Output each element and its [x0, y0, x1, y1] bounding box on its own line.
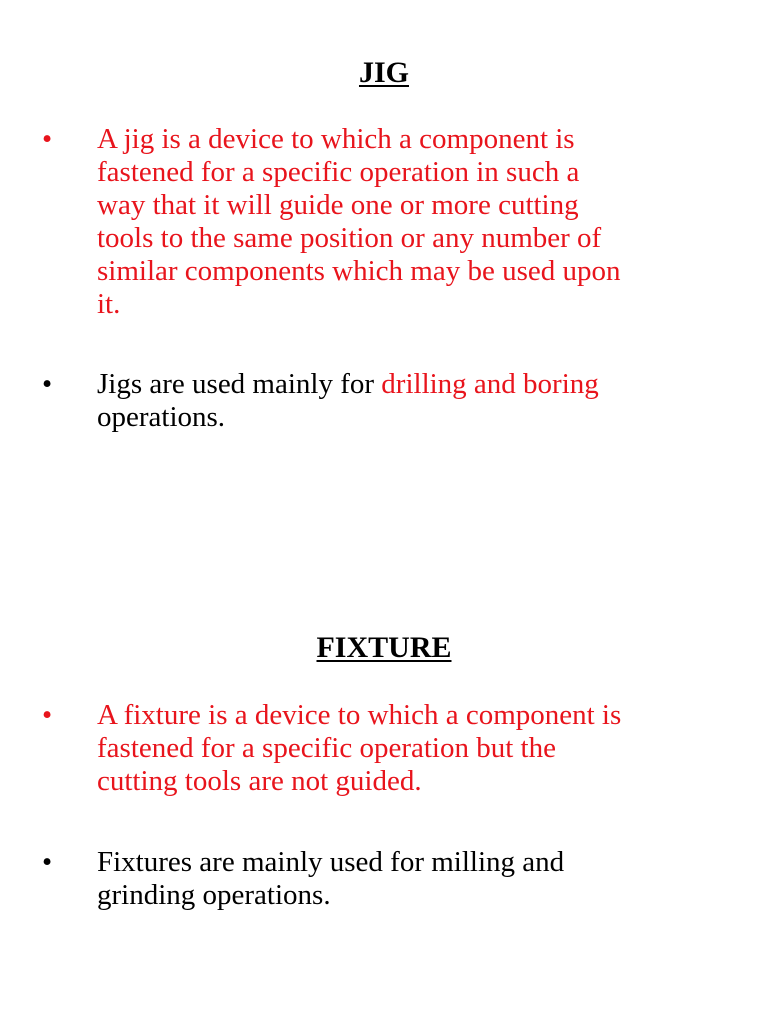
text-line: fastened for a specific operation in such a — [97, 156, 580, 188]
fixture-usage-text — [97, 846, 737, 912]
jig-usage-highlight: drilling and boring — [381, 368, 599, 400]
text-line: grinding operations. — [97, 879, 331, 911]
bullet-dot: • — [42, 123, 53, 155]
text-line: Fixtures are mainly used for milling and — [97, 846, 565, 878]
jig-usage-text — [97, 368, 737, 434]
text-line: A fixture is a device to which a component is — [97, 699, 622, 731]
jig-usage-prefix: Jigs are used mainly for — [97, 368, 382, 400]
bullet-dot: • — [42, 368, 53, 400]
bullet-dot: • — [42, 699, 53, 731]
text-line: it. — [97, 288, 121, 320]
text-line: operations. — [97, 401, 226, 433]
text-line: tools to the same position or any number of — [97, 222, 602, 254]
text-line: way that it will guide one or more cutting — [97, 189, 579, 221]
jig-heading: JIG — [358, 56, 409, 89]
fixture-definition-text — [97, 699, 737, 798]
text-line: similar components which may be used upon — [97, 255, 621, 287]
bullet-dot: • — [42, 846, 53, 878]
jig-definition-text — [97, 123, 737, 321]
fixture-heading: FIXTURE — [316, 631, 452, 664]
text-line: cutting tools are not guided. — [97, 765, 422, 797]
text-line: A jig is a device to which a component is — [97, 123, 575, 155]
text-line — [97, 368, 737, 401]
text-line: fastened for a specific operation but the — [97, 732, 556, 764]
